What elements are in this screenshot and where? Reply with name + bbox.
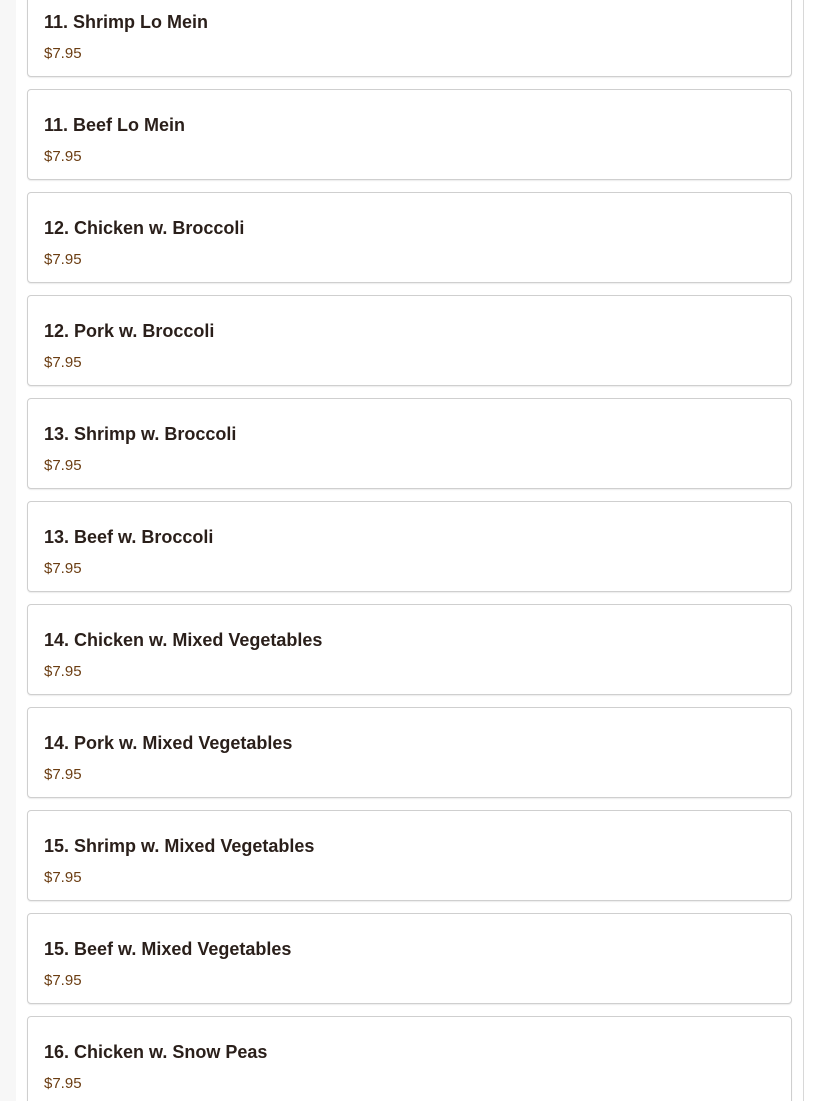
item-price: $7.95 xyxy=(44,354,82,371)
menu-item[interactable] xyxy=(27,295,792,386)
item-name: 12. Chicken w. Broccoli xyxy=(44,218,245,238)
menu-item[interactable] xyxy=(27,398,792,489)
menu-item[interactable] xyxy=(27,913,792,1004)
item-name: 13. Shrimp w. Broccoli xyxy=(44,424,237,444)
menu-item-list xyxy=(27,0,792,1101)
item-name: 15. Beef w. Mixed Vegetables xyxy=(44,939,292,959)
menu-item[interactable] xyxy=(27,1016,792,1101)
item-price: $7.95 xyxy=(44,869,82,886)
item-price: $7.95 xyxy=(44,251,82,268)
right-sidebar-edge xyxy=(803,0,824,1101)
item-price: $7.95 xyxy=(44,560,82,577)
item-name: 15. Shrimp w. Mixed Vegetables xyxy=(44,836,315,856)
item-name: 11. Shrimp Lo Mein xyxy=(44,12,209,32)
item-name: 11. Beef Lo Mein xyxy=(44,115,186,135)
item-price: $7.95 xyxy=(44,148,82,165)
item-price: $7.95 xyxy=(44,663,82,680)
item-name: 16. Chicken w. Snow Peas xyxy=(44,1042,268,1062)
menu-item[interactable] xyxy=(27,0,792,77)
menu-item[interactable] xyxy=(27,707,792,798)
item-price: $7.95 xyxy=(44,972,82,989)
menu-item[interactable] xyxy=(27,501,792,592)
item-price: $7.95 xyxy=(44,1075,82,1092)
item-price: $7.95 xyxy=(44,457,82,474)
item-name: 14. Chicken w. Mixed Vegetables xyxy=(44,630,323,650)
item-name: 12. Pork w. Broccoli xyxy=(44,321,215,341)
menu-item[interactable] xyxy=(27,810,792,901)
menu-item[interactable] xyxy=(27,192,792,283)
item-price: $7.95 xyxy=(44,766,82,783)
menu-item[interactable] xyxy=(27,89,792,180)
item-price: $7.95 xyxy=(44,45,82,62)
item-name: 14. Pork w. Mixed Vegetables xyxy=(44,733,293,753)
menu-item[interactable] xyxy=(27,604,792,695)
item-name: 13. Beef w. Broccoli xyxy=(44,527,214,547)
left-gutter xyxy=(0,0,16,1101)
